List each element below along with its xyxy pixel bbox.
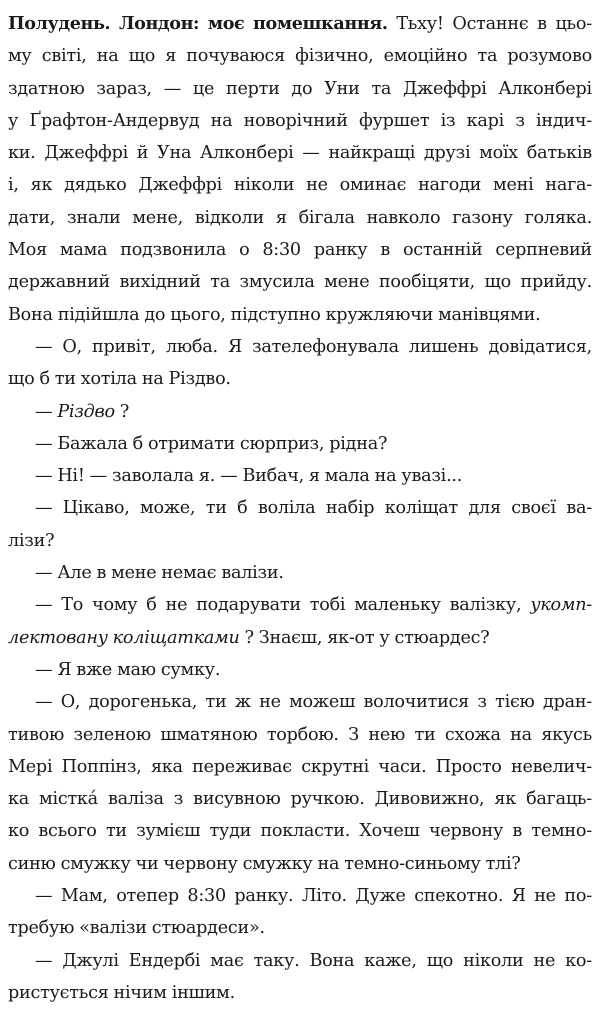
word: й [136, 143, 149, 164]
word: в [380, 240, 391, 261]
word: каже, [364, 950, 417, 971]
word: заволала [111, 466, 194, 487]
word: місткá [39, 789, 98, 810]
word: багаць- [526, 789, 592, 810]
word: ристується [8, 982, 109, 1003]
word: увазі... [401, 466, 463, 487]
word: нагоди [418, 175, 482, 196]
word: розумово [507, 46, 592, 67]
word: з [477, 692, 487, 713]
word: я. [198, 466, 216, 487]
word: торбою. [266, 724, 339, 745]
word: нага- [545, 175, 592, 196]
text-line [8, 428, 592, 460]
word: — [35, 336, 53, 357]
text-line [8, 460, 592, 492]
word: — [35, 595, 53, 616]
word: Дивовижно, [374, 789, 485, 810]
word: серпневий [495, 240, 592, 261]
word: мала [324, 466, 370, 487]
word: вже [76, 659, 113, 680]
word: — [35, 433, 53, 454]
word: на [141, 369, 164, 390]
word: Просто [435, 756, 502, 777]
word: висувною [193, 789, 281, 810]
word: Різдво. [168, 369, 231, 390]
word: рідна? [329, 433, 388, 454]
word: Ендербі [128, 950, 201, 971]
book-page [8, 8, 592, 1009]
text-line [8, 234, 592, 266]
text-line [8, 396, 592, 428]
word: мене [111, 563, 157, 584]
word: тобі [309, 595, 346, 616]
word: — [35, 950, 53, 971]
text-line [8, 73, 592, 105]
word: ранку. [234, 886, 294, 907]
word: Вона [8, 304, 53, 325]
text-line [8, 977, 592, 1009]
word: тлі? [485, 853, 521, 874]
word: як-от [327, 627, 375, 648]
word: Уни [324, 78, 360, 99]
word: карі [466, 110, 505, 131]
word: моїх [479, 143, 518, 164]
word: що [128, 46, 156, 67]
word: б [132, 433, 143, 454]
word: червону [163, 853, 238, 874]
text-line [8, 848, 592, 880]
word: Хочеш [359, 821, 420, 842]
word: підійшла [57, 304, 140, 325]
word: на [317, 853, 340, 874]
word: та [477, 46, 498, 67]
word: має [210, 950, 244, 971]
italic-text: лектовану [8, 627, 108, 648]
word: сумку. [160, 659, 221, 680]
text-line [8, 945, 592, 977]
word: валізи. [221, 563, 284, 584]
text-line [8, 686, 592, 718]
word: у [379, 627, 390, 648]
word: до [144, 304, 166, 325]
text-line [8, 912, 592, 944]
word: Тьху! [396, 14, 444, 34]
word: подзвонила [120, 240, 227, 261]
word: по- [564, 886, 592, 907]
word: смужку [60, 853, 131, 874]
word: я [275, 207, 287, 228]
word: Мам, [60, 886, 108, 907]
word: я [165, 46, 177, 67]
text-line [8, 40, 592, 72]
word: чи [135, 853, 159, 874]
word: на [210, 110, 233, 131]
word: почуваюся [186, 46, 285, 67]
word: лишень [408, 336, 479, 357]
word: О, [60, 692, 81, 713]
word: перти [225, 78, 280, 99]
word: таку. [253, 950, 300, 971]
word: Джеффрі [44, 143, 128, 164]
word: іншим. [171, 982, 235, 1003]
text-line [8, 654, 592, 686]
word: Уна [157, 143, 192, 164]
word: ко [8, 821, 30, 842]
word: на [374, 466, 397, 487]
word: б [237, 498, 248, 519]
word: що [8, 369, 35, 390]
word: ти [414, 724, 436, 745]
word: батьків [526, 143, 592, 164]
word: цього, [170, 304, 226, 325]
word: Алконбері [200, 143, 294, 164]
word: червону [428, 821, 504, 842]
word: Останнє [452, 14, 529, 34]
word: маленьку [354, 595, 441, 616]
word: ки. [8, 143, 36, 164]
word: покласти. [260, 821, 351, 842]
word: в [96, 563, 107, 584]
text-line [8, 8, 592, 40]
word: — [35, 401, 53, 422]
word: нею [368, 724, 406, 745]
word: отримати [147, 433, 235, 454]
word: своєї [511, 498, 556, 519]
word: манівцями. [438, 304, 541, 325]
word: як [494, 789, 517, 810]
word: відколи [194, 207, 264, 228]
word: — [35, 886, 53, 907]
word: спекотно. [414, 886, 504, 907]
word: Дуже [355, 886, 406, 907]
word: люба. [165, 336, 218, 357]
word: ко- [565, 950, 592, 971]
word: смужку [242, 853, 313, 874]
word: навколо [366, 207, 441, 228]
word: стюардес? [394, 627, 490, 648]
word: в [537, 14, 547, 34]
word: і, [8, 175, 19, 196]
word: вихідний [119, 272, 201, 293]
word: пообіцяти, [378, 272, 476, 293]
word: То [61, 595, 84, 616]
word: що [426, 950, 454, 971]
word: дорогенька, [88, 692, 198, 713]
word: у [8, 110, 19, 131]
word: хотіла [80, 369, 137, 390]
word: валіза [107, 789, 164, 810]
italic-text: укомп- [530, 595, 592, 616]
word: Я [57, 659, 72, 680]
italic-text: коліщатками [112, 627, 240, 648]
word: набір [325, 498, 375, 519]
word: не [533, 950, 556, 971]
word: здатною [8, 78, 85, 99]
word: «валізи [79, 918, 147, 939]
word: кружляючи [325, 304, 434, 325]
word: ? [244, 627, 254, 648]
word: привіт, [92, 336, 156, 357]
word: останній [402, 240, 483, 261]
word: може, [140, 498, 196, 519]
word: лізи? [8, 530, 55, 551]
word: схожа [444, 724, 501, 745]
text-line [8, 202, 592, 234]
word: Моя [8, 240, 47, 261]
word: до [291, 78, 313, 99]
word: з [515, 110, 525, 131]
word: — [35, 692, 53, 713]
word: це [192, 78, 215, 99]
word: дати, [8, 207, 56, 228]
text-line [8, 525, 592, 557]
word: ручкою. [290, 789, 365, 810]
text-line [8, 492, 592, 524]
word: ? [119, 401, 130, 422]
word: Я [227, 336, 242, 357]
bold-text: помешкання. [253, 13, 388, 34]
word: індич- [535, 110, 592, 131]
word: дядько [64, 175, 127, 196]
word: державний [8, 272, 111, 293]
word: фізично, [295, 46, 374, 67]
word: можеш [289, 692, 356, 713]
word: маю [117, 659, 156, 680]
word: мені [493, 175, 534, 196]
word: воліла [257, 498, 316, 519]
word: голяка. [524, 207, 592, 228]
text-line [8, 880, 592, 912]
word: в [512, 821, 523, 842]
word: бігала [298, 207, 355, 228]
word: — [35, 498, 53, 519]
word: на [96, 46, 119, 67]
word: 8:30 [187, 886, 226, 907]
word: валізку, [449, 595, 522, 616]
word: скрутні [301, 756, 370, 777]
word: Мері [8, 756, 53, 777]
word: немає [161, 563, 217, 584]
word: мама [59, 240, 108, 261]
word: отепер [116, 886, 179, 907]
word: знали [67, 207, 121, 228]
text-line [8, 169, 592, 201]
word: газону [452, 207, 513, 228]
bold-text: моє [207, 13, 245, 34]
word: ніколи [463, 950, 524, 971]
word: Цікаво, [62, 498, 130, 519]
text-line [8, 589, 592, 621]
word: з [173, 789, 184, 810]
text-line [8, 751, 592, 783]
word: Але [57, 563, 92, 584]
word: та [210, 272, 230, 293]
word: не [259, 692, 281, 713]
word: тією [495, 692, 535, 713]
word: туди [209, 821, 252, 842]
bold-text: Полудень. [8, 13, 111, 34]
word: часи. [378, 756, 427, 777]
word: З [348, 724, 359, 745]
word: ранку [313, 240, 368, 261]
word: прийду. [520, 272, 592, 293]
word: дран- [542, 692, 592, 713]
word: підступно [230, 304, 321, 325]
word: Літо. [301, 886, 347, 907]
word: як [30, 175, 53, 196]
word: що [484, 272, 511, 293]
word: зателефонувала [251, 336, 399, 357]
word: темно-синьому [344, 853, 481, 874]
word: Вона [309, 950, 355, 971]
word: ж [234, 692, 251, 713]
word: Бажала [57, 433, 128, 454]
word: о [239, 240, 250, 261]
word: Ґрафтон-Андервуд [29, 110, 200, 131]
word: невелич- [511, 756, 592, 777]
word: — [35, 466, 53, 487]
word: не [306, 175, 328, 196]
word: емоційно [383, 46, 468, 67]
word: Джеффрі [403, 78, 487, 99]
word: б [146, 595, 157, 616]
word: Вибач, [242, 466, 304, 487]
word: ва- [566, 498, 592, 519]
word: зумієш [136, 821, 201, 842]
word: на [510, 724, 532, 745]
word: 8:30 [262, 240, 301, 261]
text-line [8, 363, 592, 395]
word: для [468, 498, 501, 519]
word: тивою [8, 724, 65, 745]
word: Знаєш, [258, 627, 323, 648]
italic-text: Різдво [57, 401, 115, 422]
word: зараз, [96, 78, 152, 99]
word: ти [54, 369, 76, 390]
word: синю [8, 853, 56, 874]
word: фуршет [358, 110, 430, 131]
word: змусила [239, 272, 315, 293]
bold-text: Лондон: [118, 13, 200, 34]
word: переживає [192, 756, 292, 777]
word: — [35, 659, 53, 680]
word: довідатися, [488, 336, 592, 357]
word: — [89, 466, 107, 487]
word: найкращі [328, 143, 416, 164]
word: зеленою [73, 724, 151, 745]
word: сюрприз, [239, 433, 325, 454]
word: темно- [531, 821, 592, 842]
word: друзі [423, 143, 471, 164]
word: я [308, 466, 320, 487]
text-line [8, 815, 592, 847]
text-line [8, 331, 592, 363]
word: волочитися [363, 692, 470, 713]
word: ти [205, 498, 227, 519]
word: не [165, 595, 188, 616]
word: — [220, 466, 238, 487]
word: б [39, 369, 50, 390]
word: ти [105, 821, 127, 842]
word: Джулі [62, 950, 119, 971]
word: Поппінз, [61, 756, 142, 777]
word: — [302, 143, 320, 164]
word: із [440, 110, 456, 131]
text-line [8, 622, 592, 654]
word: ніколи [233, 175, 295, 196]
word: подарувати [196, 595, 301, 616]
text-line [8, 137, 592, 169]
word: — [163, 78, 182, 99]
text-line [8, 719, 592, 751]
text-line [8, 299, 592, 331]
word: Ні! [57, 466, 85, 487]
word: шматяною [160, 724, 258, 745]
word: цьо- [555, 14, 592, 34]
word: — [35, 563, 53, 584]
word: Алконбері [498, 78, 592, 99]
text-line [8, 557, 592, 589]
word: О, [62, 336, 82, 357]
word: требую [8, 918, 75, 939]
text-line [8, 266, 592, 298]
text-line [8, 105, 592, 137]
word: не [534, 886, 556, 907]
word: та [371, 78, 392, 99]
word: всього [38, 821, 97, 842]
word: ти [205, 692, 227, 713]
word: стюардеси». [151, 918, 265, 939]
word: ка [8, 789, 29, 810]
word: Джеффрі [138, 175, 222, 196]
word: новорічний [243, 110, 348, 131]
word: Я [511, 886, 526, 907]
word: якусь [541, 724, 592, 745]
word: світі, [41, 46, 87, 67]
word: му [8, 46, 32, 67]
word: мене, [132, 207, 183, 228]
text-line [8, 783, 592, 815]
word: оминає [339, 175, 407, 196]
word: чому [92, 595, 138, 616]
word: нічим [113, 982, 167, 1003]
word: коліщат [384, 498, 458, 519]
word: яка [150, 756, 183, 777]
word: мене [324, 272, 370, 293]
